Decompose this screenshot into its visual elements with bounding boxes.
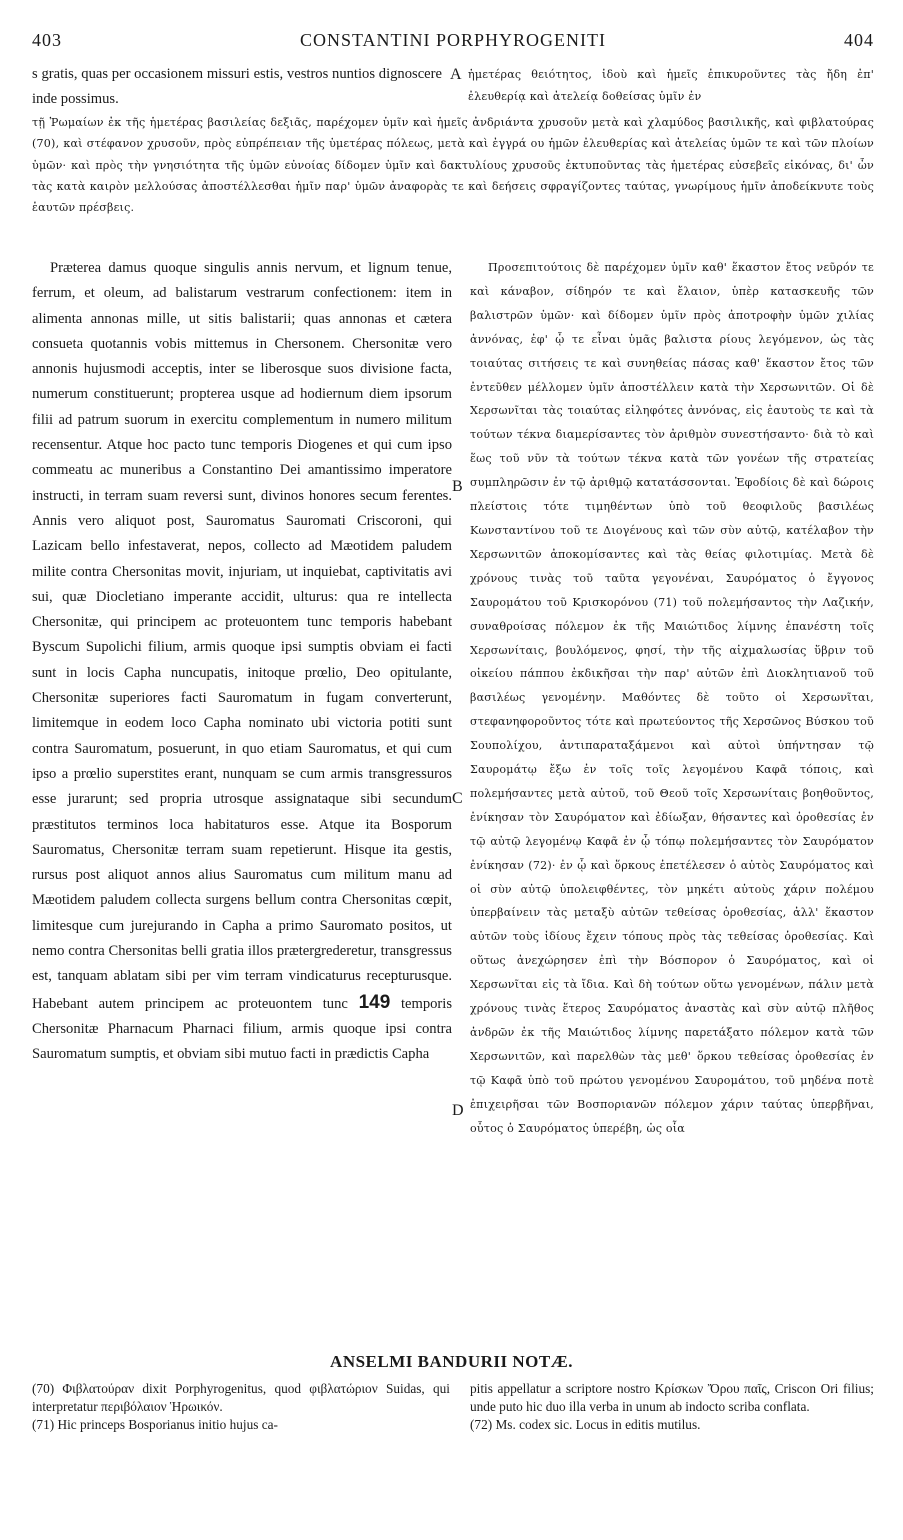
greek-spanning-block xyxy=(32,112,874,252)
page-number-right: 404 xyxy=(844,30,874,50)
note-71: (71) Hic princeps Bosporianus initio hujus ca- xyxy=(32,1417,278,1432)
greek-top-fragment xyxy=(468,64,874,112)
latin-column xyxy=(32,256,452,1348)
latin-top-text: s gratis, quas per occasionem missuri estis, vestros nuntios dignoscere inde possimus. xyxy=(32,66,442,108)
latin-text-part-1: Præterea damus quoque singulis annis nervum, et lignum tenue, ferrum, et oleum, ad balistarum vestrarum confectionem: item in alimenta annonas mille, ut sitis balistarii; quas annonas et cætera consueta quotannis vobis mittemus in Chersonem. Chersonitæ vero annonis hujusmodi acceptis, inter se liberosque suos divisione facta, numerum constituerunt; propterea usque ad hodiernum diem ipsorum filii ad patrum suorum in exercitu complementum in numero militum recensentur. Atque hoc pacto tunc temporis Diogenes et qui cum ipso commeatu ac muneribus a Constantino Dei amantissimo imperatore instructi, in terram suam reversi sunt, divinos honores secum ferentes. Annis vero aliquot post, Sauromatus Sauromati Criscoroni, qui Lazicam bello infestaverat, nepos, collecto ad Mæotidem paludem milite contra Chersonitas movit, injuriam, ut inquiebat, captivitatis avi sui, quæ Diocletiano imperante accidit, ulturus: qua re intellecta Chersonitæ, qui principem ac proteuontem tunc temporis habebant Byscum Supolichi filium, armis quoque ipsi sumptis obviam ei facti sunt in locis Capha nuncupatis, initoque prœlio, Deo opitulante, Chersonitæ superiores facti Sauromatum in fugam converterunt, limitemque in eodem loco Capha nominato ubi victoria potiti sunt contra Sauromatum, posuerunt, in quo etiam Sauromatus, et qui cum ipso a prœlio superstites erant, nunquam se cum armis transgressuros esse jurarunt; sed propria utrosque assignataque sibi secundum præstitutos terminos loca habitaturos esse. Atque ita Bosporum Sauromatus, Chersonitæ terram suam repetierunt. Hisque ita gestis, rursus post aliquot annos alius Sauromatus cum militum manu ad Mæotidem paludem collecta surgens bellum contra Chersonitas cœpit, limitesque cum jurejurando in Capha a primo Sauromato positos, ut nemo contra Chersonitas belli gratia illos prætergrederetur, transgressus est, tanquam ablatam sibi per vim terram vindicaturus recepturusque. Habebant autem principem ac proteuontem tunc xyxy=(32,260,452,1012)
latin-paragraph xyxy=(32,256,452,1068)
margin-marker-c: C xyxy=(452,790,463,807)
greek-top-text: ἡμετέρας θειότητος, ἰδοὺ καὶ ἡμεῖς ἐπικυροῦντες τὰς ἤδη ἐπ' ἐλευθερίᾳ καὶ ἀτελείᾳ δοθείσας ὑμῖν ἐν xyxy=(468,68,874,103)
notes-title: ANSELMI BANDURII NOTÆ. xyxy=(330,1352,573,1371)
margin-marker-d: D xyxy=(452,1102,464,1119)
note-72: (72) Ms. codex sic. Locus in editis mutilus. xyxy=(470,1417,701,1432)
greek-paragraph: Προσεπιτούτοις δὲ παρέχομεν ὑμῖν καθ' ἕκαστον ἔτος νεῦρόν τε καὶ κάναβον, σίδηρόν τε καὶ ἔλαιον, ὑπὲρ κατασκευῆς τῶν βαλιστρῶν ὑμῶν· καὶ δίδομεν ὑμῖν πρὸς ἀποτροφὴν ὑμῶν χιλίας ἀννόνας, ἐφ' ᾧ τε εἶναι ὑμᾶς βαλιστα ρίους λεγόμενον, ὡς τὰς τοιαύτας σιτήσεις τε καὶ συνηθείας πάσας καθ' ἕκαστον ἔτος τῶν ἐντεῦθεν μέλλομεν ὑμῖν ἀποστέλλειν κατὰ τὴν Χερσωνιτῶν. Οἱ δὲ Χερσωνῖται τὰς τοιαύτας εἰληφότες ἀννόνας, εἰς ἑαυτοὺς τε καὶ τὰ τούτων τέκνα διαμερίσαντες τὸν ἀριθμὸν συνεστήσαντο· διὰ τὸ καὶ ἕως τοῦ νῦν τὰ τούτων τέκνα κατὰ τῶν γονέων τῆς στρατείας συμπληρῶσιν ἐν τῷ ἀριθμῷ κατατάσσονται. Ἐφοδίοις δὲ καὶ δώροις πλείστοις τότε τιμηθέντων ὑπὸ τοῦ θεοφιλοῦς βασιλέως Κωνσταντίνου τοῦ τε Διογένους καὶ τῶν σὺν αὐτῷ, κατέλαβον τὴν Χερσωνιτῶν ἀποκομίσαντες καὶ τὰς θείας φιλοτιμίας. Μετὰ δὲ χρόνους τινὰς τοῦ ταῦτα γεγονέναι, Σαυρόματος ὁ ἔγγονος Σαυρομάτου τοῦ Κρισκορόνου (71) τοῦ πολεμήσαντος τὴν Λαζικήν, συναθροίσας πόλεμον ἐκ τῆς Μαιώτιδος λίμνης ἐπανέστη τοῖς Χερσωνίταις, βουλόμενος, φησί, τὴν τῆς αἰχμαλωσίας ὕβριν τοῦ οἰκείου πάππου ἐκδικῆσαι τὴν παρ' αὐτῶν ἐπὶ Διοκλητιανοῦ τοῦ βασιλέως γενομένην. Μαθόντες δὲ τοῦτο οἱ Χερσωνῖται, στεφανηφοροῦντος τότε καὶ πρωτεύοντος τῆς Χερσῶνος Βύσκου τοῦ Σουπολίχου, ἀντιπαραταξάμενοι καὶ αὐτοὶ ὑπήντησαν τῷ Σαυρομάτῳ ἔξω ἐν τοῖς τοῖς λεγομένου Καφᾶ τόποις, καὶ πολεμήσαντες μετὰ αὐτοῦ, τοῦ Θεοῦ τοῖς Χερσωνίταις βοηθοῦντος, ἐνίκησαν τὸν Σαυρόματον καὶ ἐδίωξαν, θήσαντες καὶ ὁροθεσίας ἐν τῷ αὐτῷ λεγομένῳ Καφᾶ ἐν ᾧ τόπῳ πολεμήσαντες τὸν Σαυρόματον ἐνίκησαν (72)· ἐν ᾧ καὶ ὅρκους ἐπετέλεσεν ὁ αὐτὸς Σαυρόματος καὶ οἱ σὺν αὐτῷ ὑπολειφθέντες, τὸν μηκέτι αὐτοὺς χάριν πολέμου ὑπερβαίνειν τὰς μεταξὺ αὐτῶν τεθείσας ὁροθεσίας, ἀλλ' ἕκαστον αὐτῶν τοὺς ἰδίους ἔχειν τόπους πρὸς τὰς τεθείσας ὁροθεσίας. Καὶ οὕτως ἀνεχώρησεν ἐπὶ τὴν Βόσπορον ὁ Σαυρόματος, καὶ οἱ Χερσωνῖται εἰς τὰ ἴδια. Καὶ δὴ τούτων οὕτω γενομένων, πάλιν μετὰ χρόνους τινὰς ἕτερος Σαυρόματος ἀναστὰς καὶ σὺν αὐτῷ πλῆθος ἀνδρῶν ἐκ τῆς Μαιώτιδος λίμνης παρετάξατο πόλεμον κατὰ τῶν Χερσωνιτῶν, καὶ παρελθὼν τὰς μεθ' ὅρκου τεθείσας ὁροθεσίας ἐν τῷ Καφᾶ ὑπὸ τοῦ πρώτου γενομένου Σαυρομάτου, τοῦ μηδένα ποτὲ ἐπιχειρῆσαι τῶν Βοσποριανῶν πόλεμον χάριν ταύτας ὑπερβῆναι, οὗτος ὁ Σαυρόματος ὑπερέβη, ὡς οἷα xyxy=(470,261,874,1135)
page-number-left: 403 xyxy=(32,30,62,50)
note-71-continued: pitis appellatur a scriptore nostro Κρίσκων Ὄρου παῖς, Criscon Ori filius; unde puto hic duo illa verba in unum ab indocto scriba conflata. xyxy=(470,1381,874,1414)
latin-top-fragment xyxy=(32,62,442,114)
margin-marker-b: B xyxy=(452,478,463,495)
edition-page-marker: 149 xyxy=(358,991,391,1013)
page-header xyxy=(32,30,874,56)
running-title: CONSTANTINI PORPHYROGENITI xyxy=(299,30,607,50)
note-70: (70) Φιβλατούραν dixit Porphyrogenitus, quod φιβλατώριον Suidas, qui interpretatur περιβόλαιον Ἡρωικόν. xyxy=(32,1381,450,1414)
notes-right-column xyxy=(470,1380,874,1460)
greek-spanning-text: τῇ Ῥωμαίων ἐκ τῆς ἡμετέρας βασιλείας δεξιᾶς, παρέχομεν ὑμῖν καὶ ἡμεῖς ἀνδριάντα χρυσοῦν μετὰ καὶ χλαμύδος βασιλικῆς, καὶ φιβλατούρας (70), καὶ στέφανον χρυσοῦν, πρὸς εὐπρέπειαν τῆς ὑμετέρας πόλεως, μετὰ καὶ ἐγγρά ου ἡμῶν ἐλευθερίας καὶ ἀτελείας ὑμῶν τε καὶ τῶν πλοίων ὑμῶν· καὶ πρὸς τὴν γνησιότητα τῆς ὑμῶν εὐνοίας δίδομεν ὑμῖν καὶ δακτυλίους χρυσοῦς ἐκτυποῦντας τὰς ἡμετέρας εὐσεβεῖς εἰκόνας, δι' ὧν τὰς κατὰ καιρὸν μελλούσας ἀποστέλλεσθαι ἡμῖν παρ' ὑμῶν ἀναφορὰς τε καὶ δεήσεις σφραγίζοντες ταύτας, γνωρίμους ἡμῖν ἀποδείκνυτε τοὺς ἑαυτῶν πρέσβεις. xyxy=(32,116,874,215)
notes-left-column xyxy=(32,1380,450,1460)
latin-text-part-2: temporis Chersonitæ Pharnacum Pharnaci filium, armis quoque ipsi contra Sauromatum sumptis, et obviam sibi mutuo facti in prædictis Capha xyxy=(32,995,452,1063)
margin-marker-a: A xyxy=(450,66,462,83)
greek-column xyxy=(470,256,874,1348)
